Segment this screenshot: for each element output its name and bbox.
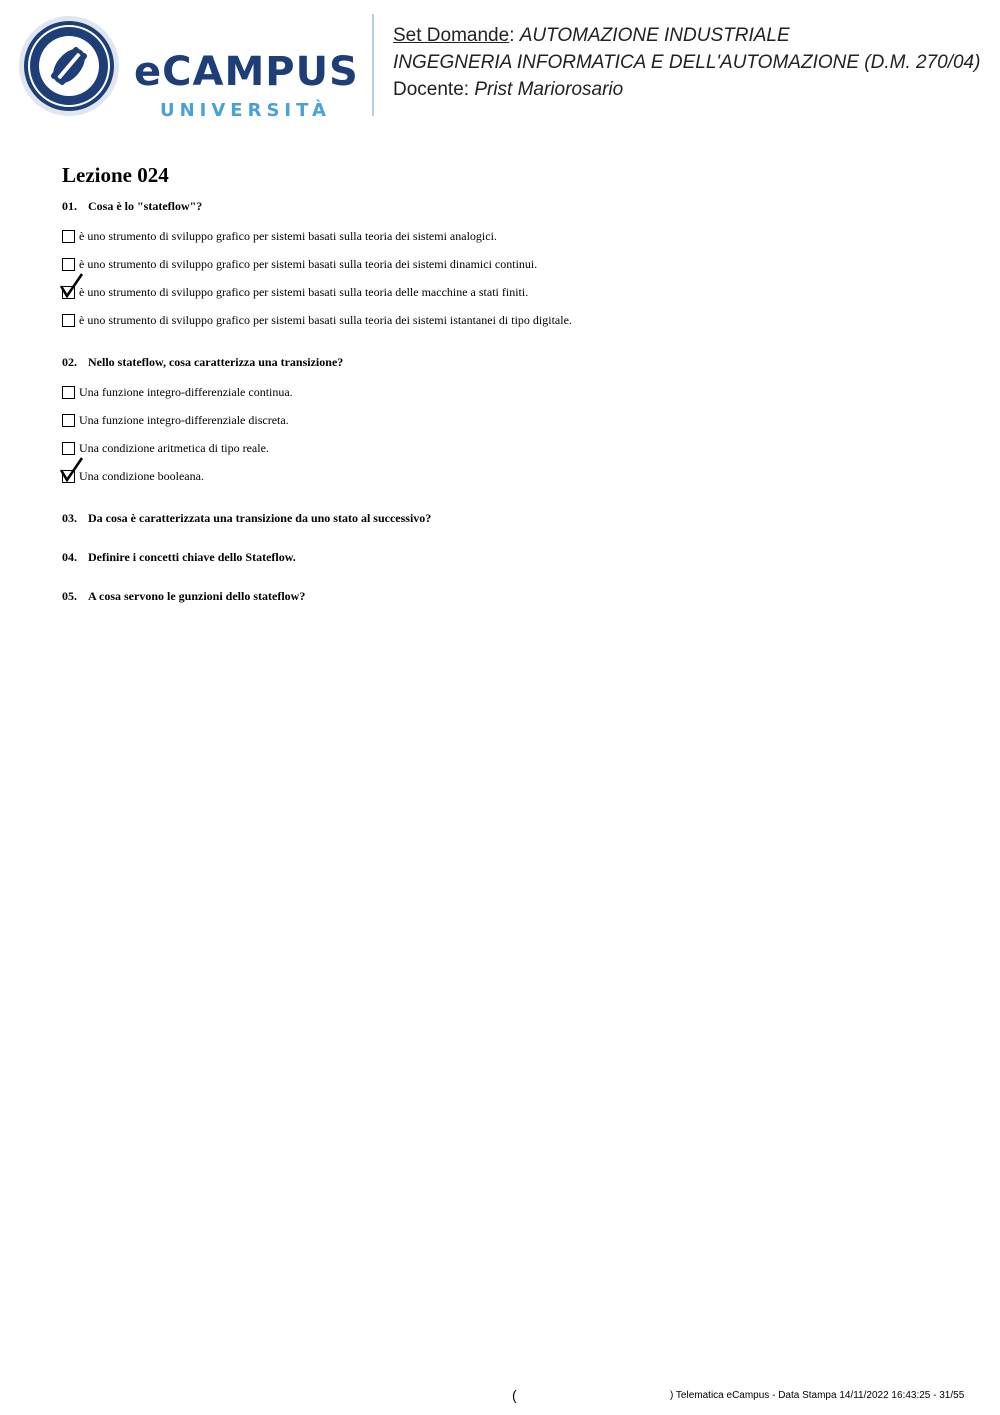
- answer-text: è uno strumento di sviluppo grafico per sistemi basati sulla teoria delle macchine a stati finiti.: [79, 284, 529, 299]
- question-text: Cosa è lo "stateflow"?: [88, 199, 203, 213]
- ecampus-seal-icon: [14, 14, 124, 118]
- answer-options-01: [62, 222, 962, 334]
- print-stamp: ) Telematica eCampus - Data Stampa 14/11/2022 16:43:25 - 31/55: [670, 1390, 965, 1401]
- answer-text: è uno strumento di sviluppo grafico per sistemi basati sulla teoria dei sistemi analogici.: [79, 228, 497, 243]
- set-label: Set Domande: [393, 25, 510, 46]
- set-separator: :: [509, 25, 520, 46]
- checkbox[interactable]: [62, 314, 75, 327]
- answer-text: Una condizione booleana.: [79, 468, 204, 483]
- footer-paren: (: [512, 1387, 517, 1403]
- checkmark-icon: [58, 456, 86, 484]
- answer-text: Una funzione integro-differenziale continua.: [79, 384, 293, 399]
- brand-wordmark: eCAMPUS: [134, 49, 359, 95]
- header-info: [393, 22, 980, 103]
- checkbox[interactable]: [62, 414, 75, 427]
- answer-option[interactable]: [62, 406, 962, 434]
- question-04: [62, 547, 962, 567]
- question-text: Definire i concetti chiave dello Stateflow.: [88, 550, 296, 564]
- answer-text: è uno strumento di sviluppo grafico per sistemi basati sulla teoria dei sistemi dinamici continui.: [79, 256, 538, 271]
- answer-option-correct[interactable]: [62, 462, 962, 490]
- degree-name: INGEGNERIA INFORMATICA E DELL'AUTOMAZIONE (D.M. 270/04): [393, 52, 981, 73]
- question-number: 05.: [62, 589, 77, 603]
- lesson-content: [62, 162, 962, 625]
- question-text: Da cosa è caratterizzata una transizione da uno stato al successivo?: [88, 511, 432, 525]
- answer-option[interactable]: [62, 378, 962, 406]
- answer-text: è uno strumento di sviluppo grafico per sistemi basati sulla teoria dei sistemi istantanei di tipo digitale.: [79, 312, 572, 327]
- question-01: [62, 196, 962, 216]
- question-text: A cosa servono le gunzioni dello stateflow?: [88, 589, 306, 603]
- answer-option[interactable]: [62, 434, 962, 462]
- checkbox[interactable]: [62, 258, 75, 271]
- answer-text: Una condizione aritmetica di tipo reale.: [79, 440, 269, 455]
- answer-option-correct[interactable]: [62, 278, 962, 306]
- answer-options-02: [62, 378, 962, 490]
- question-number: 03.: [62, 511, 77, 525]
- teacher-name: Prist Mariorosario: [474, 79, 624, 100]
- ecampus-logo: [14, 14, 359, 121]
- teacher-label: Docente:: [393, 79, 475, 100]
- brand-subtitle: UNIVERSITÀ: [160, 100, 331, 121]
- checkbox[interactable]: [62, 386, 75, 399]
- question-03: [62, 508, 962, 528]
- checkmark-icon: [58, 272, 86, 300]
- question-number: 04.: [62, 550, 77, 564]
- course-name: AUTOMAZIONE INDUSTRIALE: [519, 25, 790, 46]
- teacher-line: [393, 76, 980, 103]
- answer-option[interactable]: [62, 222, 962, 250]
- question-text: Nello stateflow, cosa caratterizza una transizione?: [88, 355, 344, 369]
- answer-text: Una funzione integro-differenziale discreta.: [79, 412, 289, 427]
- header-divider: [372, 14, 374, 116]
- question-02: [62, 352, 962, 372]
- lesson-title: Lezione 024: [62, 163, 169, 187]
- answer-option[interactable]: [62, 250, 962, 278]
- checkbox[interactable]: [62, 230, 75, 243]
- course-line: [393, 22, 980, 49]
- question-05: [62, 586, 962, 606]
- question-number: 01.: [62, 199, 77, 213]
- answer-option[interactable]: [62, 306, 962, 334]
- question-number: 02.: [62, 355, 77, 369]
- checkbox[interactable]: [62, 442, 75, 455]
